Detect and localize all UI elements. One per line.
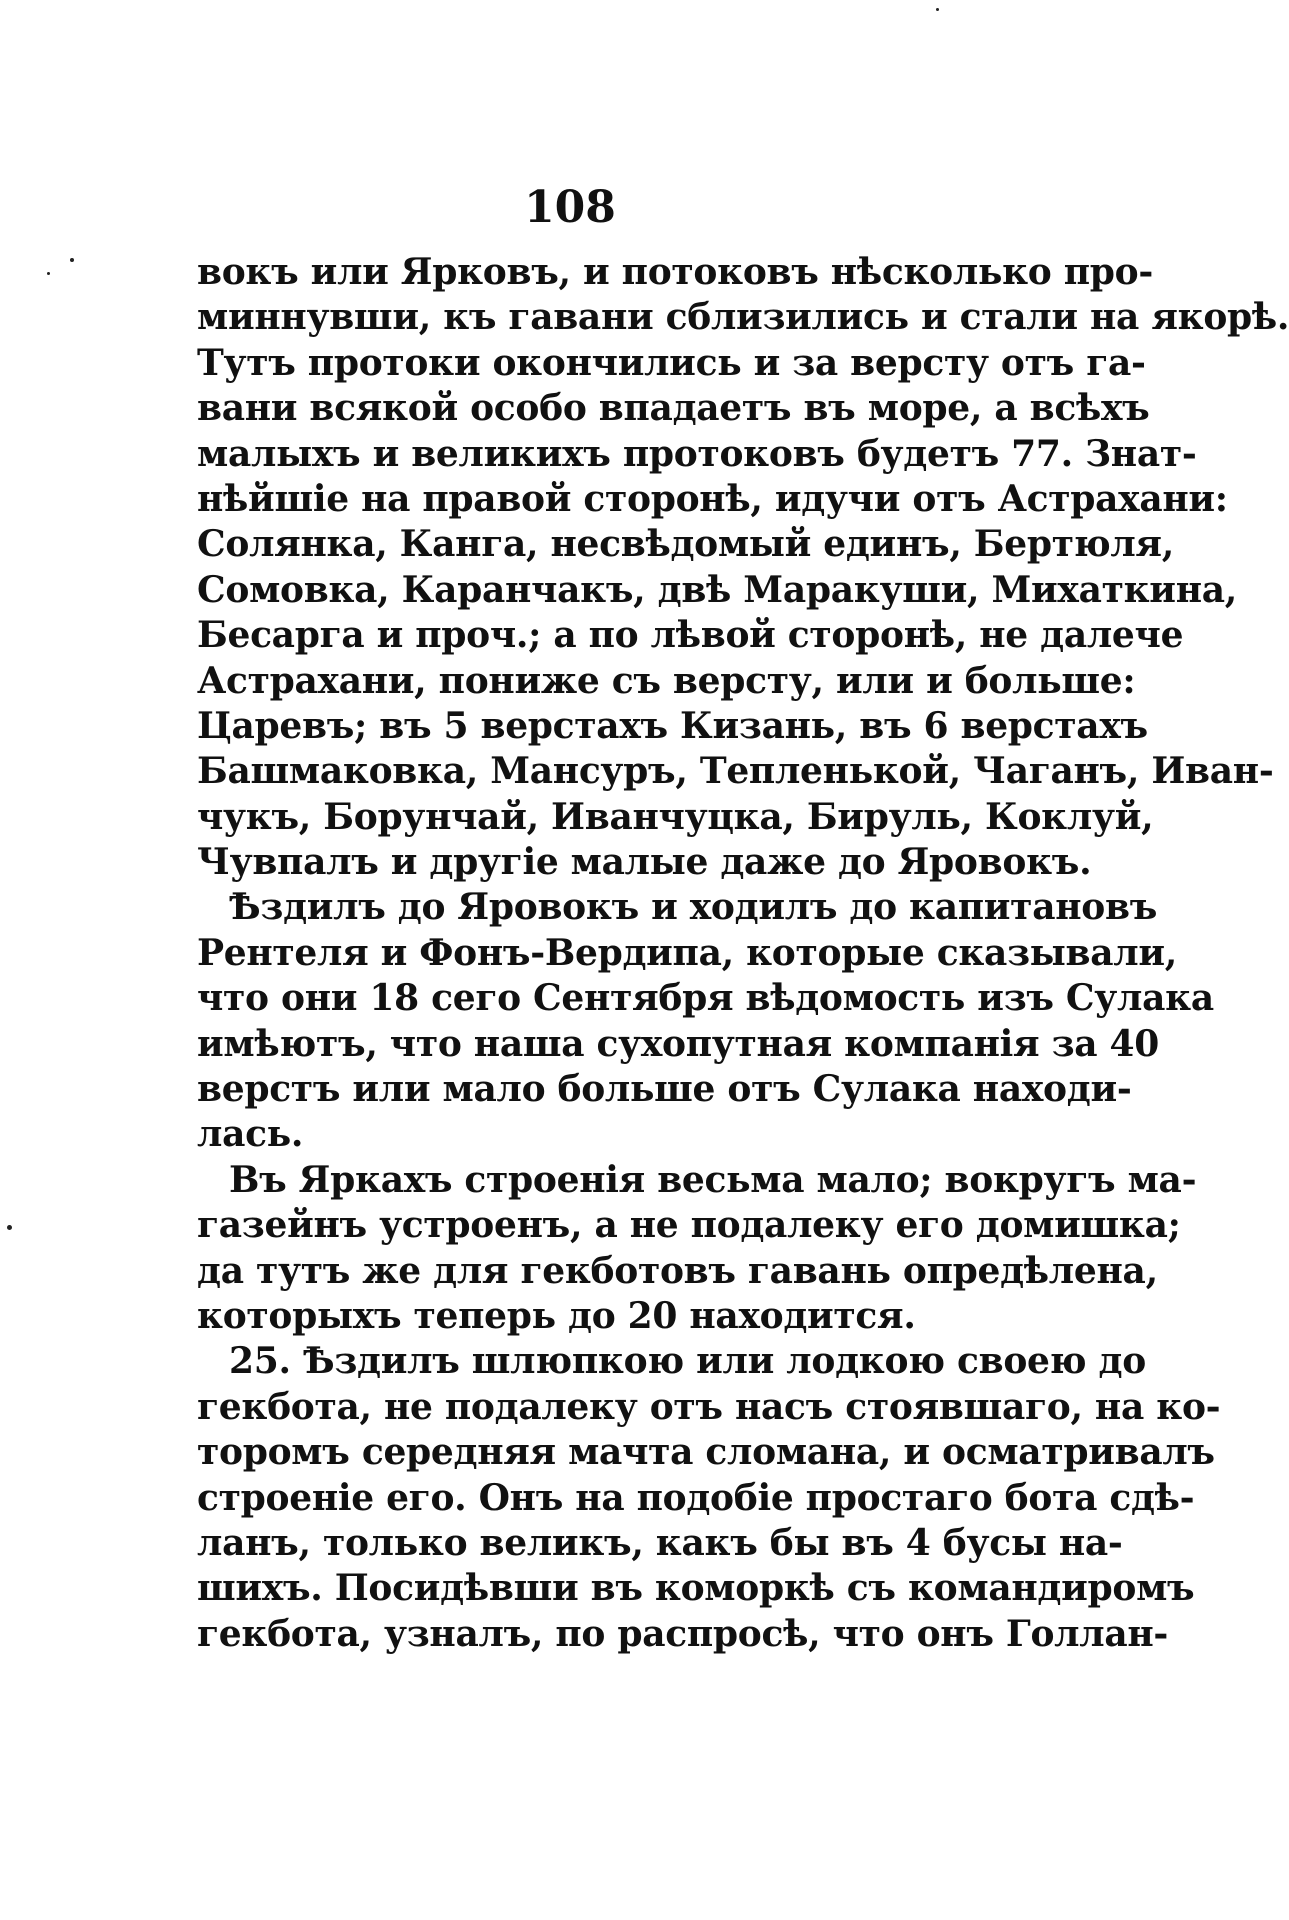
text-line: нѣйшіе на правой сторонѣ, идучи отъ Астрахани: bbox=[197, 477, 1228, 520]
text-line: верстъ или мало больше отъ Сулака находи- bbox=[197, 1068, 1132, 1111]
text-line: которыхъ теперь до 20 находится. bbox=[197, 1294, 916, 1337]
text-line: газейнъ устроенъ, а не подалеку его домишка; bbox=[197, 1204, 1181, 1247]
text-line: Астрахани, пониже съ версту, или и больше: bbox=[197, 659, 1136, 702]
text-line: что они 18 сего Сентября вѣдомость изъ Сулака bbox=[197, 977, 1214, 1020]
page-number: 108 bbox=[524, 182, 616, 233]
text-line: вани всякой особо впадаетъ въ море, а всѣхъ bbox=[197, 387, 1150, 430]
text-line: Рентеля и Фонъ-Вердипа, которые сказывали, bbox=[197, 931, 1177, 974]
text-line: да тутъ же для гекботовъ гавань опредѣлена, bbox=[197, 1249, 1158, 1292]
text-line: строеніе его. Онъ на подобіе простаго бота сдѣ- bbox=[197, 1476, 1195, 1519]
text-line: гекбота, узналъ, по распросѣ, что онъ Голлан- bbox=[197, 1612, 1169, 1655]
text-line: шихъ. Посидѣвши въ коморкѣ съ командиромъ bbox=[197, 1567, 1195, 1610]
text-line: чукъ, Борунчай, Иванчуцка, Бируль, Коклуй, bbox=[197, 795, 1154, 838]
text-line: Сомовка, Каранчакъ, двѣ Маракуши, Михаткина, bbox=[197, 568, 1238, 611]
text-line: торомъ середняя мачта сломана, и осматривалъ bbox=[197, 1431, 1215, 1474]
text-line: имѣютъ, что наша сухопутная компанія за 40 bbox=[197, 1022, 1160, 1065]
scan-speck bbox=[47, 272, 50, 275]
text-line: Въ Яркахъ строенія весьма мало; вокругъ ма- bbox=[229, 1158, 1197, 1201]
text-line: 25. Ѣздилъ шлюпкою или лодкою своею до bbox=[229, 1340, 1146, 1383]
text-line: Башмаковка, Мансуръ, Тепленькой, Чаганъ, Иван- bbox=[197, 750, 1274, 793]
text-line: Солянка, Канга, несвѣдомый единъ, Бертюля, bbox=[197, 523, 1174, 566]
text-line: миннувши, къ гавани сблизились и стали на якорѣ. bbox=[197, 296, 1289, 339]
body-text bbox=[197, 250, 1289, 1657]
scan-speck bbox=[936, 8, 939, 11]
scan-speck bbox=[70, 258, 74, 262]
text-line: Царевъ; въ 5 верстахъ Кизань, въ 6 верстахъ bbox=[197, 704, 1148, 747]
text-line: Тутъ протоки окончились и за версту отъ га- bbox=[197, 341, 1146, 384]
text-line: Бесарга и проч.; а по лѣвой сторонѣ, не далече bbox=[197, 614, 1184, 657]
text-line: ланъ, только великъ, какъ бы въ 4 бусы на- bbox=[197, 1521, 1123, 1564]
text-line: Чувпалъ и другіе малые даже до Яровокъ. bbox=[197, 841, 1092, 884]
text-line: Ѣздилъ до Яровокъ и ходилъ до капитановъ bbox=[229, 886, 1158, 929]
text-line: гекбота, не подалеку отъ насъ стоявшаго, на ко- bbox=[197, 1385, 1221, 1428]
text-line: малыхъ и великихъ протоковъ будетъ 77. Знат- bbox=[197, 432, 1197, 475]
scan-speck bbox=[7, 1225, 12, 1230]
text-line: лась. bbox=[197, 1113, 304, 1156]
text-line: вокъ или Ярковъ, и потоковъ нѣсколько про- bbox=[197, 251, 1154, 293]
